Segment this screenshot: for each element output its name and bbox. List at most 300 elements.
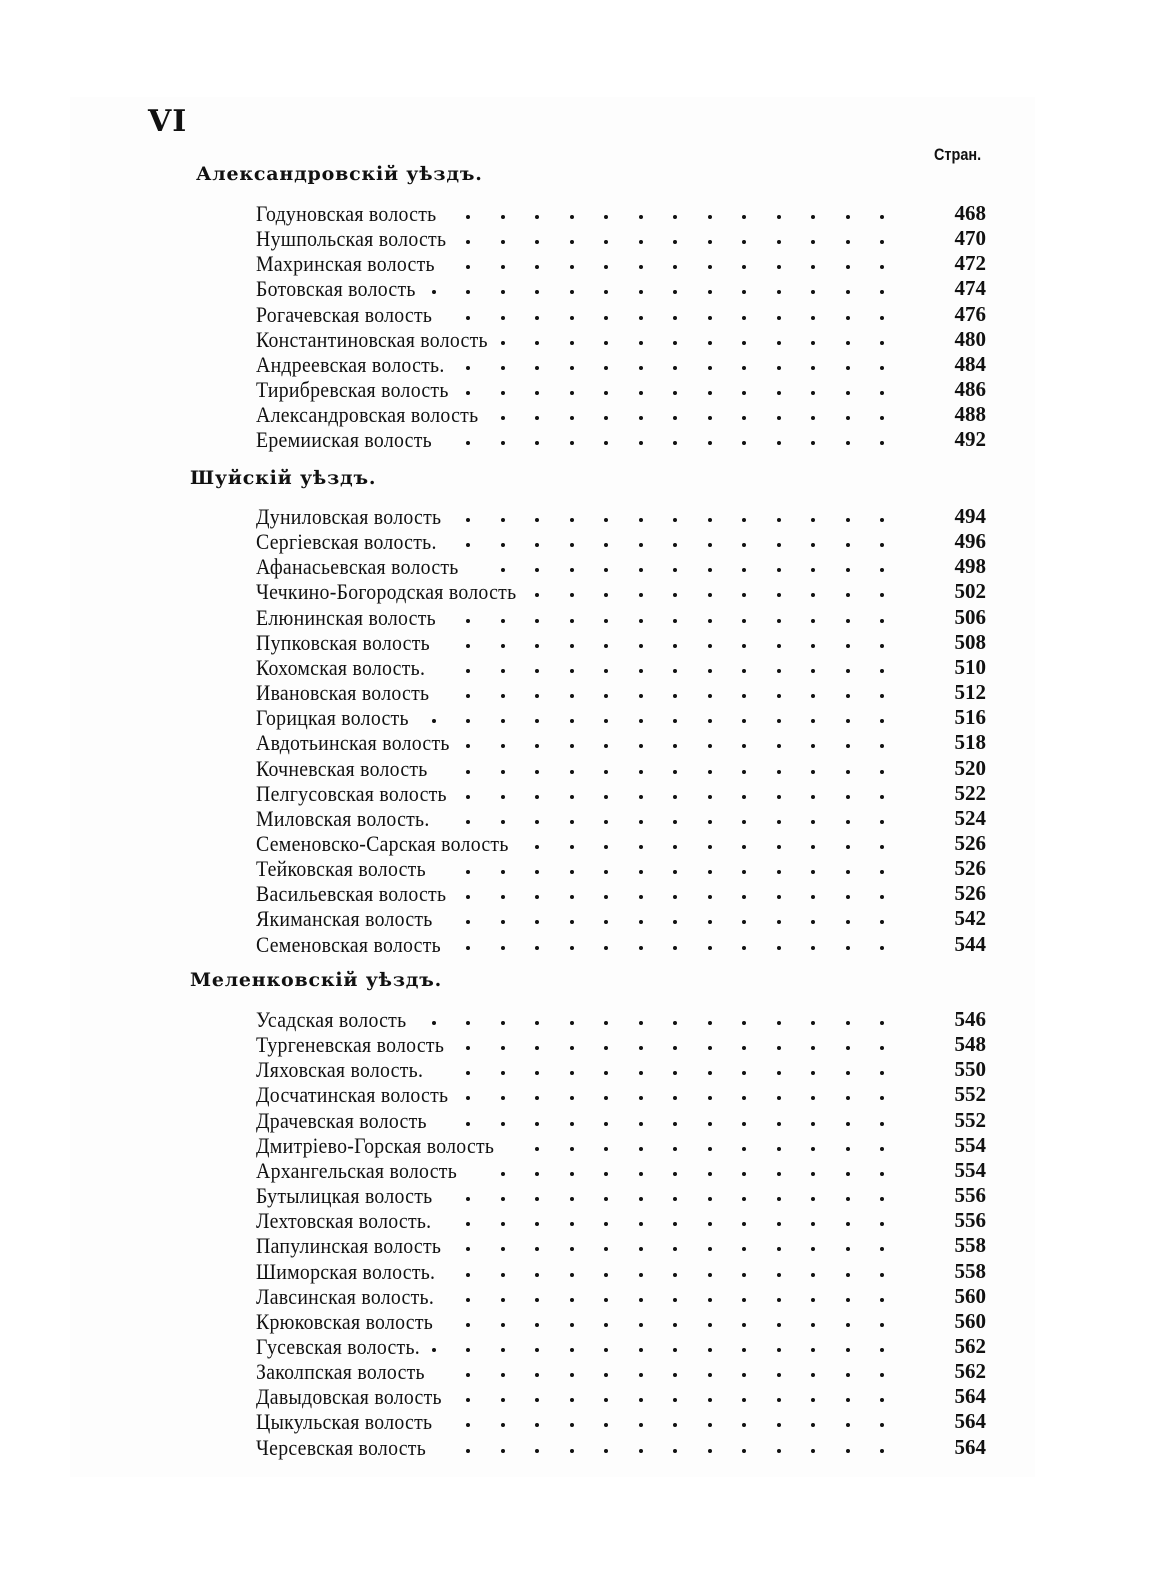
entry-page-number: 512 [954, 680, 986, 705]
leader-dot [742, 518, 746, 522]
leader-dot [811, 870, 815, 874]
leader-dot [466, 820, 470, 824]
toc-entry [256, 1384, 986, 1409]
entry-name: Ивановская волость [256, 680, 430, 706]
toc-entry [256, 1435, 986, 1460]
leader-dot [570, 1398, 574, 1402]
leader-dot [880, 290, 884, 294]
leader-dot [604, 619, 608, 623]
leader-dot [880, 1398, 884, 1402]
leader-dot [639, 820, 643, 824]
leader-dot [501, 644, 505, 648]
leader-dot [535, 1348, 539, 1352]
leader-dot [880, 1096, 884, 1100]
dot-leader [500, 402, 1140, 427]
leader-dot [708, 795, 712, 799]
leader-dot [880, 669, 884, 673]
leader-dot [708, 341, 712, 345]
leader-dot [639, 1449, 643, 1453]
leader-dot [570, 1197, 574, 1201]
entry-name: Ляховская волость. [256, 1057, 424, 1083]
entry-name: Крюковская волость [256, 1308, 434, 1334]
leader-dot [846, 744, 850, 748]
leader-dot [846, 619, 850, 623]
leader-dot [846, 593, 850, 597]
leader-dot [570, 316, 574, 320]
leader-dot [708, 1147, 712, 1151]
entry-name: Бутылицкая волость [256, 1183, 433, 1209]
leader-dot [604, 946, 608, 950]
leader-dot [604, 316, 608, 320]
leader-dot [777, 1273, 781, 1277]
leader-dot [639, 518, 643, 522]
entry-name: Тейковская волость [256, 856, 426, 882]
leader-dot [604, 265, 608, 269]
leader-dot [742, 240, 746, 244]
leader-dot [811, 265, 815, 269]
entry-name: Елюнинская волость [256, 604, 436, 630]
leader-dot [466, 1096, 470, 1100]
entry-name: Драчевская волость [256, 1107, 427, 1133]
leader-dot [708, 1122, 712, 1126]
entry-name: Лавсинская волость. [256, 1283, 435, 1309]
leader-dot [880, 543, 884, 547]
leader-dot [811, 316, 815, 320]
leader-dot [880, 870, 884, 874]
leader-dot [570, 593, 574, 597]
leader-dot [466, 240, 470, 244]
dot-leader [500, 630, 1140, 655]
leader-dot [466, 1197, 470, 1201]
leader-dot [501, 946, 505, 950]
leader-dot [742, 1147, 746, 1151]
leader-dot [535, 795, 539, 799]
dot-leader [500, 579, 1140, 604]
leader-dot [811, 1046, 815, 1050]
leader-dot [708, 845, 712, 849]
toc-entry [256, 881, 986, 906]
leader-dot [673, 1172, 677, 1176]
leader-dot [535, 694, 539, 698]
entry-page-number: 562 [954, 1359, 986, 1384]
leader-dot [880, 1071, 884, 1075]
leader-dot [811, 341, 815, 345]
entry-name: Дуниловская волость [256, 504, 442, 529]
leader-dot [501, 669, 505, 673]
leader-dot [708, 593, 712, 597]
leader-dot [673, 1273, 677, 1277]
leader-dot [604, 1247, 608, 1251]
entry-page-number: 508 [954, 629, 986, 654]
district-heading: Александровскій уѣздъ. [196, 163, 483, 185]
leader-dot [501, 694, 505, 698]
leader-dot [708, 240, 712, 244]
leader-dot [570, 416, 574, 420]
leader-dot [811, 1273, 815, 1277]
leader-dot [501, 770, 505, 774]
toc-entry [256, 1032, 986, 1057]
leader-dot [708, 1398, 712, 1402]
dot-leader [500, 1133, 1140, 1158]
dot-leader [500, 1284, 1140, 1309]
leader-dot [535, 895, 539, 899]
entry-page-number: 470 [954, 226, 986, 251]
leader-dot [639, 1122, 643, 1126]
dot-leader [500, 1409, 1140, 1434]
leader-dot [777, 1298, 781, 1302]
leader-dot [846, 1348, 850, 1352]
leader-dot [742, 845, 746, 849]
leader-dot [673, 441, 677, 445]
leader-dot [639, 568, 643, 572]
dot-leader [500, 302, 1140, 327]
leader-dot [432, 1348, 436, 1352]
toc-entry [256, 201, 986, 226]
leader-dot [639, 1323, 643, 1327]
leader-dot [466, 1423, 470, 1427]
toc-entry [256, 327, 986, 352]
leader-dot [604, 1398, 608, 1402]
leader-dot [742, 1273, 746, 1277]
leader-dot [846, 391, 850, 395]
dot-leader [500, 705, 1140, 730]
leader-dot [880, 1147, 884, 1151]
leader-dot [466, 795, 470, 799]
leader-dot [742, 568, 746, 572]
leader-dot [708, 1373, 712, 1377]
leader-dot [535, 518, 539, 522]
toc-entry [256, 1007, 986, 1032]
leader-dot [535, 1273, 539, 1277]
dot-leader [500, 251, 1140, 276]
leader-dot [604, 1323, 608, 1327]
entry-name: Пелгусовская волость [256, 780, 447, 806]
leader-dot [777, 1247, 781, 1251]
leader-dot [535, 1247, 539, 1251]
leader-dot [846, 1323, 850, 1327]
leader-dot [708, 366, 712, 370]
leader-dot [742, 416, 746, 420]
leader-dot [708, 694, 712, 698]
leader-dot [742, 719, 746, 723]
leader-dot [708, 265, 712, 269]
leader-dot [673, 290, 677, 294]
leader-dot [880, 341, 884, 345]
entry-page-number: 542 [954, 906, 986, 931]
entry-name: Кохомская волость. [256, 654, 426, 680]
leader-dot [811, 240, 815, 244]
entry-page-number: 488 [954, 402, 986, 427]
dot-leader [500, 1309, 1140, 1334]
leader-dot [639, 1222, 643, 1226]
entry-page-number: 506 [954, 604, 986, 629]
entry-name: Шиморская волость. [256, 1258, 436, 1284]
leader-dot [535, 644, 539, 648]
leader-dot [880, 1273, 884, 1277]
leader-dot [673, 543, 677, 547]
leader-dot [811, 1247, 815, 1251]
leader-dot [846, 1046, 850, 1050]
leader-dot [777, 1122, 781, 1126]
leader-dot [846, 1147, 850, 1151]
leader-dot [535, 1147, 539, 1151]
leader-dot [639, 416, 643, 420]
leader-dot [811, 441, 815, 445]
toc-entry [256, 655, 986, 680]
toc-entry [256, 529, 986, 554]
leader-dot [501, 1423, 505, 1427]
leader-dot [742, 1398, 746, 1402]
leader-dot [604, 719, 608, 723]
leader-dot [742, 619, 746, 623]
leader-dot [535, 619, 539, 623]
leader-dot [708, 1449, 712, 1453]
leader-dot [673, 416, 677, 420]
leader-dot [639, 1348, 643, 1352]
leader-dot [742, 1096, 746, 1100]
leader-dot [846, 770, 850, 774]
leader-dot [501, 518, 505, 522]
dot-leader [500, 932, 1140, 957]
dot-leader [500, 276, 1140, 301]
toc-entry [256, 630, 986, 655]
leader-dot [777, 341, 781, 345]
leader-dot [880, 316, 884, 320]
leader-dot [742, 694, 746, 698]
entry-page-number: 546 [954, 1007, 986, 1031]
leader-dot [535, 870, 539, 874]
leader-dot [742, 441, 746, 445]
leader-dot [535, 1449, 539, 1453]
leader-dot [673, 1021, 677, 1025]
leader-dot [846, 1172, 850, 1176]
leader-dot [466, 316, 470, 320]
leader-dot [880, 1247, 884, 1251]
dot-leader [500, 554, 1140, 579]
leader-dot [708, 1348, 712, 1352]
leader-dot [535, 265, 539, 269]
leader-dot [846, 543, 850, 547]
leader-dot [846, 1449, 850, 1453]
leader-dot [777, 895, 781, 899]
leader-dot [466, 895, 470, 899]
dot-leader [500, 856, 1140, 881]
leader-dot [742, 215, 746, 219]
leader-dot [673, 568, 677, 572]
toc-entry [256, 906, 986, 931]
leader-dot [501, 1122, 505, 1126]
leader-dot [811, 795, 815, 799]
toc-entry [256, 276, 986, 301]
toc-entry [256, 554, 986, 579]
leader-dot [501, 1273, 505, 1277]
leader-dot [604, 366, 608, 370]
leader-dot [880, 1046, 884, 1050]
dot-leader [500, 327, 1140, 352]
leader-dot [742, 744, 746, 748]
leader-dot [777, 845, 781, 849]
leader-dot [777, 391, 781, 395]
leader-dot [742, 946, 746, 950]
entry-page-number: 554 [954, 1157, 986, 1182]
leader-dot [708, 1247, 712, 1251]
entry-name: Кочневская волость [256, 755, 428, 781]
leader-dot [501, 1398, 505, 1402]
toc-entry [256, 932, 986, 957]
dot-leader [500, 881, 1140, 906]
leader-dot [673, 644, 677, 648]
leader-dot [604, 543, 608, 547]
leader-dot [639, 316, 643, 320]
entry-name: Александровская волость [256, 402, 479, 428]
entry-page-number: 526 [954, 856, 986, 881]
leader-dot [777, 619, 781, 623]
leader-dot [673, 946, 677, 950]
entry-name: Годуновская волость [256, 201, 437, 226]
leader-dot [880, 845, 884, 849]
leader-dot [501, 820, 505, 824]
leader-dot [535, 416, 539, 420]
leader-dot [742, 366, 746, 370]
leader-dot [777, 568, 781, 572]
dot-leader [500, 1082, 1140, 1107]
leader-dot [535, 391, 539, 395]
leader-dot [777, 770, 781, 774]
leader-dot [777, 644, 781, 648]
leader-dot [570, 1071, 574, 1075]
leader-dot [639, 770, 643, 774]
leader-dot [708, 1197, 712, 1201]
leader-dot [466, 1298, 470, 1302]
leader-dot [880, 518, 884, 522]
leader-dot [777, 1323, 781, 1327]
leader-dot [604, 391, 608, 395]
leader-dot [811, 1423, 815, 1427]
leader-dot [501, 1323, 505, 1327]
leader-dot [604, 744, 608, 748]
leader-dot [742, 341, 746, 345]
leader-dot [535, 215, 539, 219]
leader-dot [570, 1096, 574, 1100]
leader-dot [570, 820, 574, 824]
leader-dot [880, 416, 884, 420]
leader-dot [639, 265, 643, 269]
leader-dot [742, 1348, 746, 1352]
entry-name: Пупковская волость [256, 629, 430, 655]
leader-dot [501, 895, 505, 899]
entry-page-number: 558 [954, 1258, 986, 1283]
leader-dot [466, 1247, 470, 1251]
entry-page-number: 558 [954, 1233, 986, 1258]
leader-dot [535, 1197, 539, 1201]
leader-dot [708, 1323, 712, 1327]
leader-dot [466, 441, 470, 445]
leader-dot [673, 265, 677, 269]
dot-leader [500, 1384, 1140, 1409]
leader-dot [570, 568, 574, 572]
leader-dot [501, 240, 505, 244]
leader-dot [570, 215, 574, 219]
leader-dot [466, 290, 470, 294]
leader-dot [742, 1021, 746, 1025]
leader-dot [535, 845, 539, 849]
leader-dot [535, 1122, 539, 1126]
leader-dot [742, 795, 746, 799]
leader-dot [811, 820, 815, 824]
leader-dot [501, 1172, 505, 1176]
leader-dot [777, 1373, 781, 1377]
toc-entry [256, 605, 986, 630]
toc-entry [256, 1233, 986, 1258]
leader-dot [535, 316, 539, 320]
dot-leader [500, 906, 1140, 931]
leader-dot [639, 694, 643, 698]
leader-dot [604, 820, 608, 824]
leader-dot [604, 795, 608, 799]
leader-dot [811, 593, 815, 597]
leader-dot [570, 366, 574, 370]
leader-dot [639, 1423, 643, 1427]
leader-dot [673, 518, 677, 522]
leader-dot [846, 845, 850, 849]
leader-dot [846, 1021, 850, 1025]
leader-dot [432, 1021, 436, 1025]
leader-dot [432, 719, 436, 723]
dot-leader [500, 1435, 1140, 1460]
entry-page-number: 476 [954, 301, 986, 326]
leader-dot [535, 290, 539, 294]
toc-entry [256, 1082, 986, 1107]
leader-dot [604, 240, 608, 244]
entry-page-number: 520 [954, 755, 986, 780]
leader-dot [673, 1046, 677, 1050]
entry-page-number: 502 [954, 579, 986, 604]
entry-page-number: 484 [954, 351, 986, 376]
leader-dot [501, 1298, 505, 1302]
leader-dot [880, 366, 884, 370]
leader-dot [501, 1348, 505, 1352]
leader-dot [742, 1046, 746, 1050]
leader-dot [673, 316, 677, 320]
leader-dot [880, 1122, 884, 1126]
leader-dot [742, 895, 746, 899]
entry-name: Черсевская волость [256, 1434, 427, 1460]
leader-dot [880, 240, 884, 244]
leader-dot [570, 1373, 574, 1377]
leader-dot [880, 694, 884, 698]
leader-dot [846, 946, 850, 950]
entry-name: Авдотьинская волость [256, 730, 450, 756]
leader-dot [466, 1021, 470, 1025]
leader-dot [570, 1423, 574, 1427]
leader-dot [846, 1298, 850, 1302]
leader-dot [708, 870, 712, 874]
leader-dot [708, 543, 712, 547]
leader-dot [639, 391, 643, 395]
leader-dot [811, 694, 815, 698]
leader-dot [604, 1222, 608, 1226]
entry-name: Усадская волость [256, 1007, 407, 1032]
leader-dot [777, 1222, 781, 1226]
leader-dot [811, 1071, 815, 1075]
leader-dot [639, 1247, 643, 1251]
leader-dot [501, 1373, 505, 1377]
dot-leader [500, 806, 1140, 831]
leader-dot [466, 391, 470, 395]
leader-dot [673, 770, 677, 774]
toc-entry [256, 579, 986, 604]
leader-dot [777, 1398, 781, 1402]
